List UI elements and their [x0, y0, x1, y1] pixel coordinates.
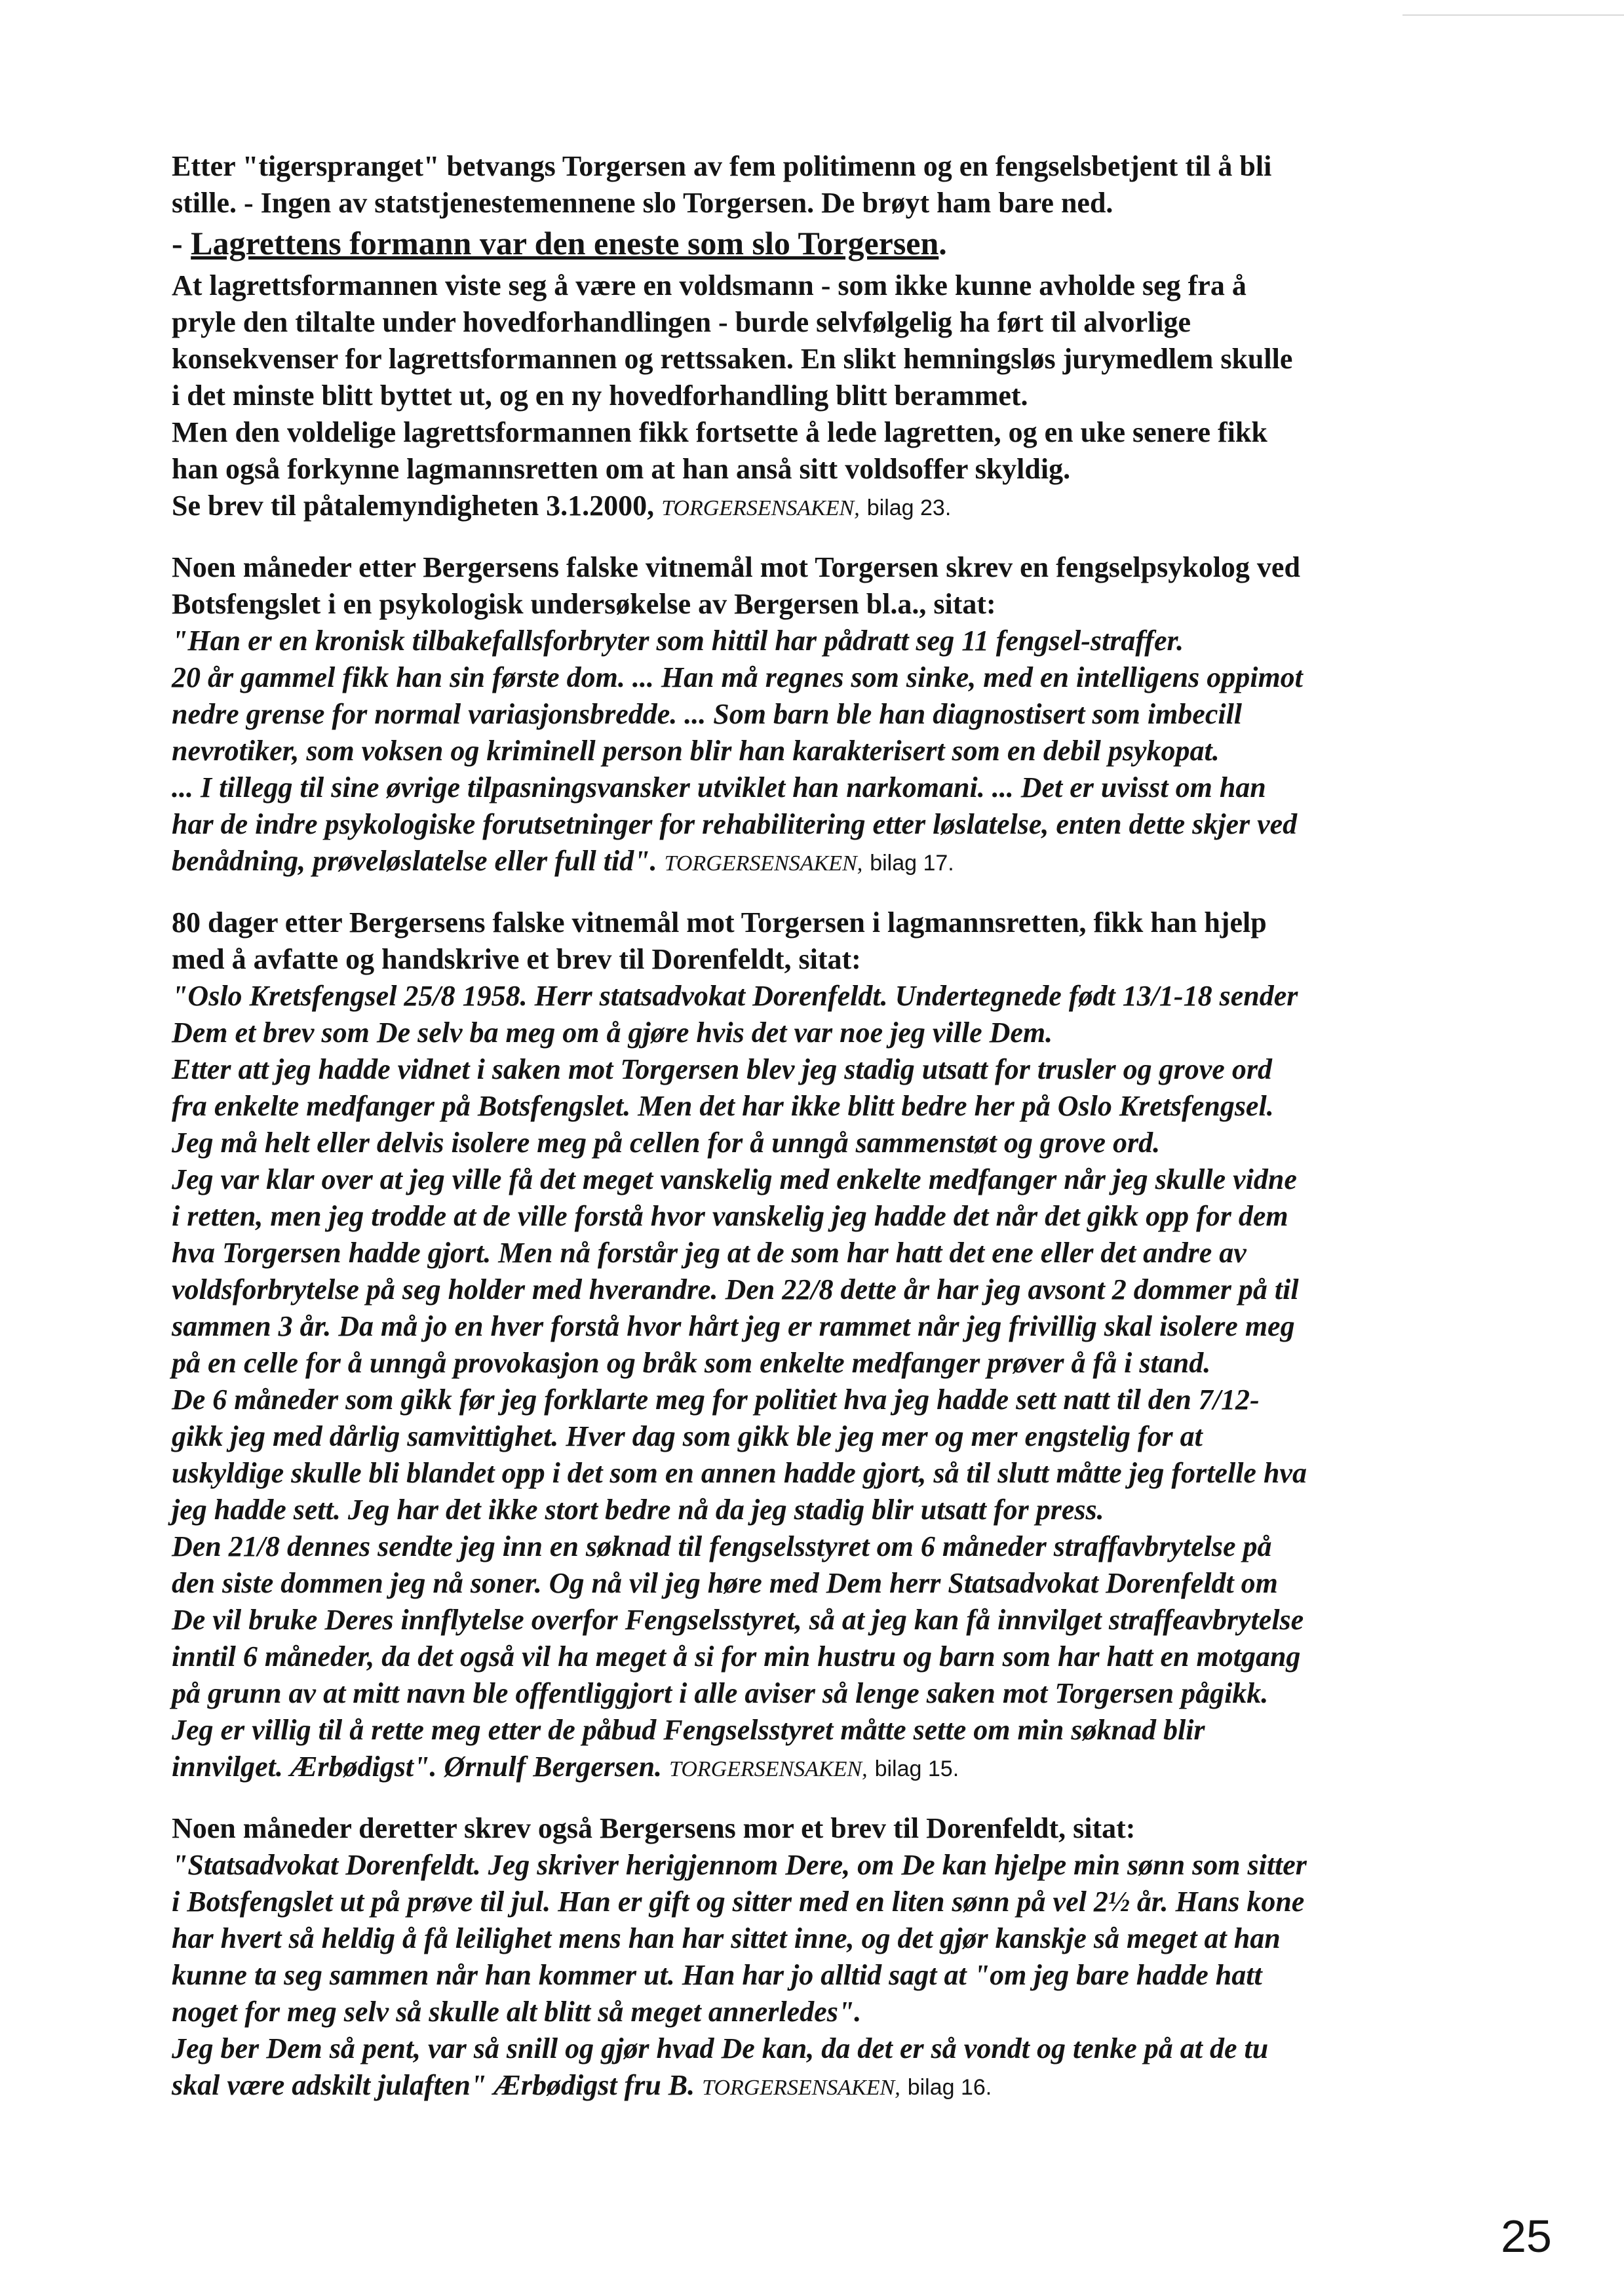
paragraph-tigerspranget [172, 148, 1469, 265]
quote-line: "Han er en kronisk tilbakefallsforbryter som hittil har pådratt seg 11 fengsel-straffer. [172, 625, 1184, 657]
paragraph-brev-mor [172, 1810, 1469, 2106]
quote-line: "Oslo Kretsfengsel 25/8 1958. Herr statsadvokat Dorenfeldt. Undertegnede født 13/1-18 sender [172, 980, 1298, 1012]
page-number: 25 [1501, 2211, 1552, 2262]
text-line: 80 dager etter Bergersens falske vitnemål mot Torgersen i lagmannsretten, fikk han hjelp [172, 906, 1267, 939]
source-reference: TORGERSENSAKEN, [669, 1757, 868, 1781]
text-line: han også forkynne lagmannsretten om at han anså sitt voldsoffer skyldig. [172, 453, 1071, 485]
underlined-statement: Lagrettens formann var den eneste som slo Torgersen [191, 225, 939, 262]
quote-line: sammen 3 år. Da må jo en hver forstå hvor hårt jeg er rammet når jeg frivillig skal isolere meg [172, 1310, 1295, 1342]
text-line: stille. - Ingen av statstjenestemennene slo Torgersen. De brøyt ham bare ned. [172, 187, 1113, 219]
quote-line: noget for meg selv så skulle alt blitt så meget annerledes". [172, 1996, 862, 2028]
quote-line: innvilget. Ærbødigst". Ørnulf Bergersen. [172, 1751, 663, 1783]
paragraph-psykolog [172, 549, 1469, 882]
quote-line: nedre grense for normal variasjonsbredde. ... Som barn ble han diagnostisert som imbecill [172, 698, 1243, 730]
quote-line: Etter att jeg hadde vidnet i saken mot Torgersen blev jeg stadig utsatt for trusler og grove ord [172, 1053, 1272, 1085]
document-body [172, 148, 1469, 2106]
text-line: i det minste blitt byttet ut, og en ny hovedforhandling blitt berammet. [172, 379, 1028, 412]
quote-line: "Statsadvokat Dorenfeldt. Jeg skriver herigjennom Dere, om De kan hjelpe min sønn som sitter [172, 1849, 1307, 1881]
quote-line: nevrotiker, som voksen og kriminell person blir han karakterisert som en debil psykopat. [172, 735, 1220, 767]
text-line: Men den voldelige lagrettsformannen fikk fortsette å lede lagretten, og en uke senere fikk [172, 416, 1267, 448]
quote-line: 20 år gammel fikk han sin første dom. ... Han må regnes som sinke, med en intelligens oppimot [172, 661, 1303, 693]
quote-line: har de indre psykologiske forutsetninger for rehabilitering etter løslatelse, enten dette skjer ved [172, 808, 1298, 840]
quote-line: Jeg var klar over at jeg ville få det meget vanskelig med enkelte medfanger når jeg skulle vidne [172, 1163, 1297, 1195]
text-line: Noen måneder deretter skrev også Bergersens mor et brev til Dorenfeldt, sitat: [172, 1812, 1136, 1844]
quote-line: voldsforbrytelse på seg holder med hverandre. Den 22/8 dette år har jeg avsont 2 dommer på til [172, 1273, 1299, 1306]
reference-line [172, 488, 1469, 527]
quote-line: den siste dommen jeg nå soner. Og nå vil jeg høre med Dem herr Statsadvokat Dorenfeldt om [172, 1567, 1278, 1599]
quote-line: uskyldige skulle bli blandet opp i det som en annen hadde gjort, så til slutt måtte jeg fortelle hva [172, 1457, 1307, 1489]
text-line: med å avfatte og handskrive et brev til Dorenfeldt, sitat: [172, 943, 861, 975]
quote-line: i Botsfengslet ut på prøve til jul. Han er gift og sitter med en liten sønn på vel 2½ år. Hans kone [172, 1886, 1305, 1918]
quote-line: kunne ta seg sammen når han kommer ut. Han har jo alltid sagt at "om jeg bare hadde hatt [172, 1959, 1262, 1991]
text-line: Etter "tigerspranget" betvangs Torgersen av fem politimenn og en fengselsbetjent til å bli [172, 150, 1272, 182]
quote-end-line [172, 843, 1469, 882]
quote-line: De 6 måneder som gikk før jeg forklarte meg for politiet hva jeg hadde sett natt til den 7/12- [172, 1384, 1260, 1416]
top-edge-line [1402, 14, 1624, 16]
emphasis-line [172, 222, 1469, 265]
text-line: Noen måneder etter Bergersens falske vitnemål mot Torgersen skrev en fengselpsykolog ved [172, 551, 1300, 583]
text-line: At lagrettsformannen viste seg å være en voldsmann - som ikke kunne avholde seg fra å [172, 269, 1247, 301]
dash-prefix: - [172, 225, 191, 262]
paragraph-brev-bergersen [172, 904, 1469, 1788]
quote-line: ... I tillegg til sine øvrige tilpasningsvansker utviklet han narkomani. ... Det er uvisst om han [172, 771, 1266, 804]
quote-line: Jeg er villig til å rette meg etter de påbud Fengselsstyret måtte sette om min søknad blir [172, 1714, 1205, 1746]
source-reference: TORGERSENSAKEN, [664, 851, 863, 876]
quote-end-line [172, 2067, 1469, 2106]
text-line: pryle den tiltalte under hovedforhandlingen - burde selvfølgelig ha ført til alvorlige [172, 306, 1191, 338]
quote-line: gikk jeg med dårlig samvittighet. Hver dag som gikk ble jeg mer og mer engstelig for at [172, 1420, 1203, 1452]
quote-line: hva Torgersen hadde gjort. Men nå forstår jeg at de som har hatt det ene eller det andre av [172, 1237, 1247, 1269]
quote-line: i retten, men jeg trodde at de ville forstå hvor vanskelig jeg hadde det når det gikk opp for dem [172, 1200, 1288, 1232]
quote-line: Den 21/8 dennes sendte jeg inn en søknad til fengselsstyret om 6 måneder straffavbrytelse på [172, 1530, 1272, 1562]
quote-line: Dem et brev som De selv ba meg om å gjøre hvis det var noe jeg ville Dem. [172, 1017, 1053, 1049]
bilag-reference: bilag 23. [866, 495, 952, 520]
quote-end-line [172, 1749, 1469, 1788]
bilag-reference: bilag 15. [874, 1756, 959, 1781]
quote-line: inntil 6 måneder, da det også vil ha meget å si for min hustru og barn som har hatt en motgang [172, 1640, 1301, 1673]
quote-line: jeg hadde sett. Jeg har det ikke stort bedre nå da jeg stadig blir utsatt for press. [172, 1494, 1104, 1526]
bilag-reference: bilag 17. [870, 851, 954, 876]
quote-line: skal være adskilt julaften" Ærbødigst fru B. [172, 2069, 695, 2101]
quote-line: på grunn av at mitt navn ble offentliggjort i alle aviser så lenge saken mot Torgersen pågikk. [172, 1677, 1269, 1709]
paragraph-lagrettsformannen [172, 267, 1469, 527]
reference-text: Se brev til påtalemyndigheten 3.1.2000, [172, 490, 655, 522]
quote-line: Jeg må helt eller delvis isolere meg på cellen for å unngå sammenstøt og grove ord. [172, 1127, 1161, 1159]
bilag-reference: bilag 16. [907, 2075, 992, 2100]
quote-line: De vil bruke Deres innflytelse overfor Fengselsstyret, så at jeg kan få innvilget straffeavbrytelse [172, 1604, 1304, 1636]
source-reference: TORGERSENSAKEN, [702, 2076, 900, 2100]
text-line: Botsfengslet i en psykologisk undersøkelse av Bergersen bl.a., sitat: [172, 588, 996, 620]
quote-line: på en celle for å unngå provokasjon og bråk som enkelte medfanger prøver å få i stand. [172, 1347, 1211, 1379]
quote-line: Jeg ber Dem så pent, var så snill og gjør hvad De kan, da det er så vondt og tenke på at de tu [172, 2032, 1269, 2064]
quote-line: benådning, prøveløslatelse eller full tid". [172, 845, 657, 877]
quote-line: har hvert så heldig å få leilighet mens han har sittet inne, og det gjør kanskje så meget at han [172, 1922, 1281, 1954]
text-line: konsekvenser for lagrettsformannen og rettssaken. En slikt hemningsløs jurymedlem skulle [172, 343, 1293, 375]
period: . [938, 225, 947, 262]
quote-line: fra enkelte medfanger på Botsfengslet. Men det har ikke blitt bedre her på Oslo Kretsfengsel. [172, 1090, 1274, 1122]
source-reference: TORGERSENSAKEN, [661, 496, 860, 520]
